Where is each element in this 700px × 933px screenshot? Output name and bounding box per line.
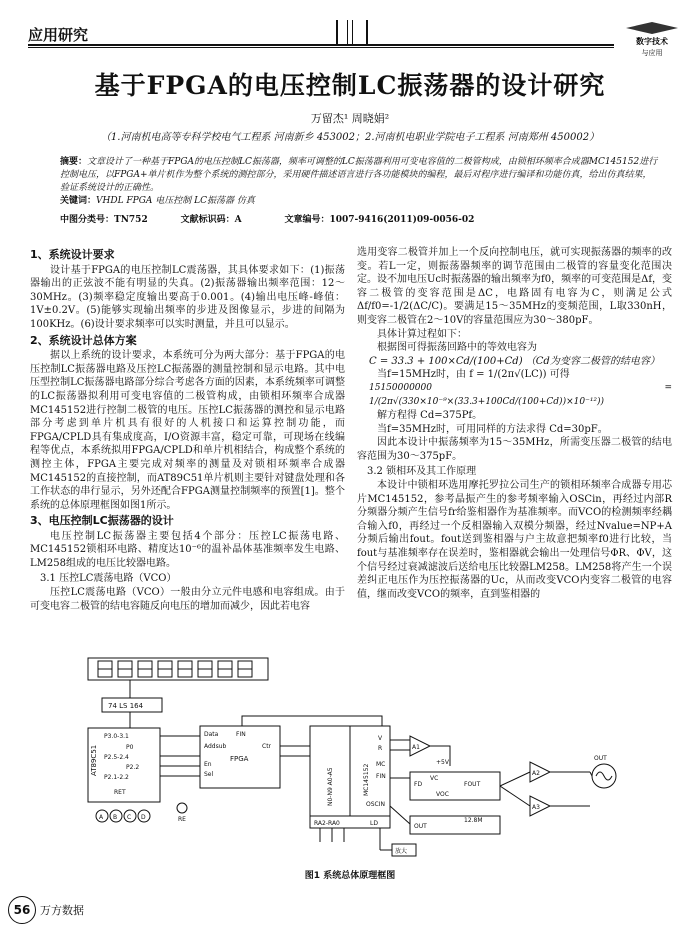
abstract-label: 摘要： [60,157,88,167]
mcu-pin: P3.0-3.1 [104,733,129,740]
header-rule-thin [28,47,614,48]
paragraph: 压控LC震荡电路（VCO）一般由分立元件电感和电容组成。由于可变电容二极管的结电容随反向电压的增加而减少，因此若电容 [30,587,345,612]
amplifier-label: 放大 [395,848,408,855]
paragraph: 据以上系统的设计要求，本系统可分为两大部分：基于FPGA的电压控制LC振荡器电路及压控LC振荡器的测量控制和显示电路。其中电压型控制LC振荡器电路部分综合考虑各方面的因素，本系统频率可调整的LC振荡器拟利用可变电容值的二极管构成，由锁相环频率合成器MC145152进行控制二极管的电压。压控LC振荡器的测控和显示电路部分考虑到单片机具有很好的人机接口和运算控制功能，而FPGA/CPLD具有集成度高，I/O资源丰富，稳定可靠，可现场在线编程等优点，本系统拟用FPGA/CPLD和单片机相结合，构成整个系统的测控主体，FPGA主要完成对频率的测量及对锁相环频率合成器MC145152的直接控制，而AT89C51单片机则主要针对键盘处理和各工作状态的串行显示，另外还配合FPGA测量控制频率的预置[1]。整个系统的总体原理框图如图1所示。 [30,350,345,511]
doc-code: 文献标识码：A [180,215,242,225]
abstract-text: 文章设计了一种基于FPGA的电压控制LC振荡器，频率可调整的LC振荡器利用可变电容值的二极管构成，由锁相环频率合成器MC145152进行控制电压，以FPGA+单片机作为整个系统的测控部分，采用硬件描述语言进行各功能模块的编程，最后对程序进行编译和功能仿真，给出仿真结果，验证系统设计的正确性。 [60,157,658,193]
figure-1 [70,656,670,861]
paragraph: 根据图可得振荡回路中的等效电容为 [377,342,537,354]
fpga-pin: En [204,761,212,768]
equation-2: 15150000000 = 1/(2π√(330×10⁻⁹×(33.3+100Cd/(100+Cd))×10⁻¹²)) [369,382,672,407]
subheading-3-1: 3.1 压控LC震荡电路（VCO） [40,572,177,584]
fpga-pin: Addsub [204,743,227,750]
mcu-pin: P0 [126,744,134,751]
fpga-fin-label: FIN [236,731,246,738]
fpga-label: FPGA [230,755,249,763]
paragraph: 本设计中锁相环选用摩托罗拉公司生产的锁相环频率合成器专用芯片MC145152，参考晶振产生的参考频率输入OSCin，再经过内部R分频器分频产生信号fr给鉴相器作为基准频率。而VCO的检测频率经耦合输入f0，再经过一个反相器输入双模分频器，经过Nvalue=NP+A分频后输出fout。fout送到鉴相器与户主故意把频率f0进行比较，当fout与基准频率存在误差时，鉴相器就会输出一处理信号ΦR、ΦV，这个信号经过衰减滤波后送给电压比较器LM258。LM258将产生一个误差纠正电压作为压控振荡器的Uc，从而改变VCO内变容二极管的电容值，继而改变VCO的频率，直到鉴相器的 [357,480,672,600]
mcu-pin: RET [114,789,126,796]
authors: 万留杰¹ 周晓娟² [310,112,390,125]
meta-line [60,212,474,225]
keywords: VHDL FPGA 电压控制 LC振荡器 仿真 [96,196,255,206]
mcu-pin: P2.1-2.2 [104,774,129,781]
opamp-label: A2 [532,770,540,777]
fpga-pin: Sel [204,771,214,778]
header-divider-icon [336,20,368,44]
shift-register-label: 74 LS 164 [108,702,144,710]
equation-1: C = 33.3 + 100×Cd/(100+Cd) （Cd为变容二极管的结电容） [369,355,660,367]
clc-code: 中图分类号：TN752 [60,215,148,225]
mcu-pin: P2.5-2.4 [104,754,129,761]
abstract [60,156,660,208]
pll-pin: FIN [376,773,386,780]
right-column [357,246,672,601]
key-label: D [141,814,146,821]
reset-icon [177,803,187,813]
vco-pin: FD [414,781,423,788]
pll-pin: V [378,735,383,742]
article-number: 文章编号：1007-9416(2011)09-0056-02 [284,215,475,225]
pll-pin: LD [370,820,378,827]
paragraph: 选用变容二极管并加上一个反向控制电压，就可实现振荡器的频率的改变。若L一定，则振荡器频率的调节范围由二极管的容量变化范围决定。设不加电压Uc时振荡器的输出频率为f0，频率的可变范围是Δf，变容二极管的变容范围是ΔC，电路固有电容为C，则满足公式Δf/f0=-1/2(ΔC/C)。要满足15～35MHz的变频范围，L取330nH，则变容二极管在2～10V的容量范围应为30～380pF。 [357,247,673,326]
left-column [30,246,345,613]
logo-line2: 与应用 [641,49,663,57]
affiliation: （1.河南机电高等专科学校电气工程系 河南新乡 453002；2.河南机电职业学院电子工程系 河南郑州 450002） [100,132,600,143]
vco-block [410,772,500,800]
vco-pin: FOUT [464,781,481,788]
paragraph: 因此本设计中振荡频率为15～35MHz，所需变压器二极管的结电容范围为30～375pF。 [357,437,672,462]
fpga-ctr-label: Ctr [262,743,272,750]
opamp-label: A1 [412,744,420,751]
heading-1: 1、系统设计要求 [30,248,115,261]
section-tag: 应用研究 [28,26,89,44]
vco-pin: VOC [436,791,449,798]
paper-title: 基于FPGA的电压控制LC振荡器的设计研究 [94,71,606,100]
logo-line1: 数字技术 [636,37,668,46]
keywords-label: 关键词： [60,196,97,206]
key-label: B [113,814,118,821]
paragraph: 设计基于FPGA的电压控制LC震荡器，其具体要求如下：(1)振荡器输出的正弦波不能有明显的失真。(2)振荡器输出频率范围：12～30MHz。(3)频率稳定度输出要高于0.001。(4)输出电压峰-峰值：1V±0.2V。(5)能够实现输出频率的步进及图像显示，步进的间隔为100KHz。(6)设计要求频率可以实时测量，并且可以显示。 [30,264,345,330]
osc-label: 12.8M [464,817,483,824]
fpga-pin: Data [204,731,219,738]
footer-source: 万方数据 [40,904,84,917]
key-label: A [99,814,104,821]
pll-pin: N0-N9 A0-A5 [327,767,334,806]
paragraph: 具体计算过程如下： [377,328,467,340]
mcu-pin: P2.2 [126,764,140,771]
page-number: 56 [8,896,36,924]
pll-pin: R [378,745,383,752]
paragraph: 电压控制LC振荡器主要包括4个部分：压控LC振荡电路、MC145152锁相环电路、精度达10⁻⁶的温补晶体基准频率发生电路、LM258组成的电压比较器电路。 [30,530,345,570]
subheading-3-2: 3.2 锁相环及其工作原理 [367,465,477,477]
output-label: OUT [594,755,607,762]
pll-pin: MC [376,761,386,768]
reset-label: RE [178,816,186,823]
pll-pin: RA2-RA0 [314,820,340,827]
pll-pin: OSCIN [366,801,385,808]
paragraph: 解方程得 Cd=375Pf。 [377,410,483,422]
journal-logo [622,20,682,60]
header-rule [28,44,614,46]
vcc-label: +5V [436,759,449,766]
seven-segment-display [88,658,268,680]
vco-pin: VC [430,775,439,782]
osc-label: OUT [414,823,427,830]
paragraph: 当f=15MHz时，由 f = 1/(2π√(LC)) 可得 [377,369,570,381]
figure-caption: 图1 系统总体原理框图 [304,871,396,881]
mcu-label: AT89C51 [90,744,98,776]
key-label: C [127,814,132,821]
paragraph: 当f=35MHz时，可用同样的方法求得 Cd=30pF。 [377,423,608,435]
pll-label: MC145152 [363,763,370,796]
heading-3: 3、电压控制LC振荡器的设计 [30,514,174,528]
heading-2: 2、系统设计总体方案 [30,333,137,347]
opamp-label: A3 [532,804,540,811]
